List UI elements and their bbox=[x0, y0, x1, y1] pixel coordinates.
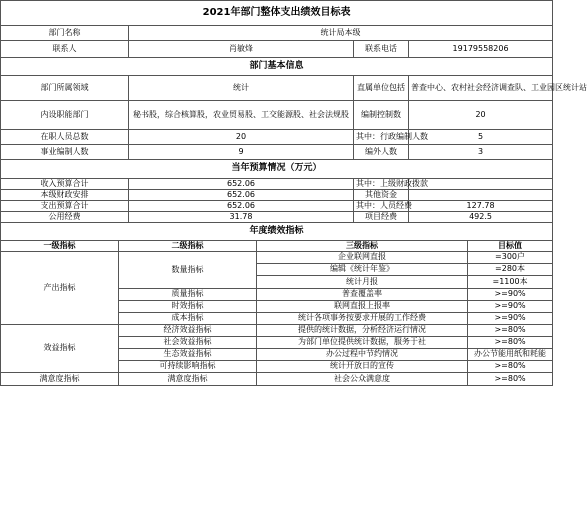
upper-funding-value bbox=[409, 179, 553, 190]
expense-budget-label: 支出预算合计 bbox=[1, 201, 129, 212]
l3-indicator: 提供的统计数据，分析经济运行情况 bbox=[257, 325, 468, 337]
indicator-satisfaction-l2: 满意度指标 bbox=[119, 373, 257, 386]
phone-value: 19179558206 bbox=[409, 41, 553, 58]
indicator-quantity: 数量指标 bbox=[119, 252, 257, 289]
dept-name-value: 统计局本级 bbox=[129, 26, 553, 41]
header-level3: 三级指标 bbox=[257, 241, 468, 252]
indicator-benefit: 效益指标 bbox=[1, 325, 119, 373]
indicator-cost: 成本指标 bbox=[119, 313, 257, 325]
dept-name-label: 部门名称 bbox=[1, 26, 129, 41]
l3-indicator: 联网直报上报率 bbox=[257, 301, 468, 313]
l3-indicator: 统计开放日的宣传 bbox=[257, 361, 468, 373]
area-label: 部门所属领域 bbox=[1, 76, 129, 101]
personnel-cost-label: 其中：人员经费 bbox=[354, 201, 409, 212]
header-target: 目标值 bbox=[468, 241, 553, 252]
section-budget: 当年预算情况（万元） bbox=[1, 160, 553, 179]
l3-indicator: 编辑《统计年鉴》 bbox=[257, 264, 468, 276]
internal-dept-label: 内设职能部门 bbox=[1, 101, 129, 130]
indicator-economic: 经济效益指标 bbox=[119, 325, 257, 337]
other-funds-value bbox=[409, 190, 553, 201]
l3-indicator: 办公过程中节约情况 bbox=[257, 349, 468, 361]
target-value: >=80% bbox=[468, 325, 553, 337]
career-staff-label: 事业编制人数 bbox=[1, 145, 129, 160]
indicator-quality: 质量指标 bbox=[119, 289, 257, 301]
area-value: 统计 bbox=[129, 76, 354, 101]
phone-label: 联系电话 bbox=[354, 41, 409, 58]
project-cost-label: 项目经费 bbox=[354, 212, 409, 223]
contact-name: 肖敏烽 bbox=[129, 41, 354, 58]
local-funding-value: 652.06 bbox=[129, 190, 354, 201]
indicator-output: 产出指标 bbox=[1, 252, 119, 325]
l3-indicator: 企业联网直报 bbox=[257, 252, 468, 264]
target-value: >=80% bbox=[468, 361, 553, 373]
header-level1: 一级指标 bbox=[1, 241, 119, 252]
public-cost-value: 31.78 bbox=[129, 212, 354, 223]
target-value: 办公节能用纸和耗能 bbox=[468, 349, 553, 361]
l3-indicator: 统计各项事务按要求开展的工作经费 bbox=[257, 313, 468, 325]
quota-value: 20 bbox=[409, 101, 553, 130]
contact-label: 联系人 bbox=[1, 41, 129, 58]
indicator-ecological: 生态效益指标 bbox=[119, 349, 257, 361]
indicator-satisfaction-l1: 满意度指标 bbox=[1, 373, 119, 386]
outside-staff-label: 编外人数 bbox=[354, 145, 409, 160]
l3-indicator: 为部门单位提供统计数据，服务于社 bbox=[257, 337, 468, 349]
units-label: 直属单位包括 bbox=[354, 76, 409, 101]
expense-budget-value: 652.06 bbox=[129, 201, 354, 212]
units-value: 普查中心、农村社会经济调查队、工业园区统计站 bbox=[409, 76, 553, 101]
quota-label: 编制控制数 bbox=[354, 101, 409, 130]
target-value: >=90% bbox=[468, 289, 553, 301]
target-value: =1100本 bbox=[468, 276, 553, 289]
income-budget-label: 收入预算合计 bbox=[1, 179, 129, 190]
section-basic-info: 部门基本信息 bbox=[1, 58, 553, 76]
section-performance: 年度绩效指标 bbox=[1, 223, 553, 241]
other-funds-label: 其他资金 bbox=[354, 190, 409, 201]
internal-dept-value: 秘书股，综合核算股，农业贸易股、工交能源股、社会法规股 bbox=[129, 101, 354, 130]
local-funding-label: 本级财政安排 bbox=[1, 190, 129, 201]
l3-indicator: 统计月报 bbox=[257, 276, 468, 289]
indicator-social: 社会效益指标 bbox=[119, 337, 257, 349]
personnel-cost-value: 127.78 bbox=[409, 201, 553, 212]
target-value: >=90% bbox=[468, 301, 553, 313]
target-value: >=80% bbox=[468, 337, 553, 349]
l3-indicator: 普查覆盖率 bbox=[257, 289, 468, 301]
career-staff-value: 9 bbox=[129, 145, 354, 160]
income-budget-value: 652.06 bbox=[129, 179, 354, 190]
header-level2: 二级指标 bbox=[119, 241, 257, 252]
indicator-sustainable: 可持续影响指标 bbox=[119, 361, 257, 373]
indicator-timeliness: 时效指标 bbox=[119, 301, 257, 313]
target-value: >=80% bbox=[468, 373, 553, 386]
target-value: =280本 bbox=[468, 264, 553, 276]
admin-staff-value: 5 bbox=[409, 130, 553, 145]
l3-indicator: 社会公众满意度 bbox=[257, 373, 468, 386]
public-cost-label: 公用经费 bbox=[1, 212, 129, 223]
project-cost-value: 492.5 bbox=[409, 212, 553, 223]
staff-total-label: 在职人员总数 bbox=[1, 130, 129, 145]
admin-staff-label: 其中：行政编制人数 bbox=[354, 130, 409, 145]
page-title: 2021年部门整体支出绩效目标表 bbox=[1, 1, 553, 26]
target-value: >=90% bbox=[468, 313, 553, 325]
upper-funding-label: 其中：上级财政拨款 bbox=[354, 179, 409, 190]
outside-staff-value: 3 bbox=[409, 145, 553, 160]
target-value: =300户 bbox=[468, 252, 553, 264]
staff-total-value: 20 bbox=[129, 130, 354, 145]
